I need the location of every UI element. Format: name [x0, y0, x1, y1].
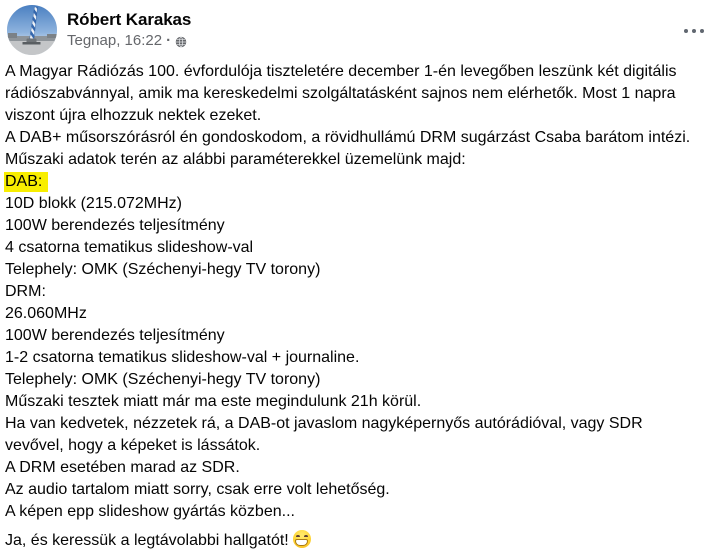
post-text-line: Telephely: OMK (Széchenyi-hegy TV torony) — [5, 371, 321, 388]
post-text-line: 10D blokk (215.072MHz) — [5, 195, 182, 212]
ellipsis-dot — [700, 29, 704, 33]
post-text-line: Telephely: OMK (Széchenyi-hegy TV torony) — [5, 261, 321, 278]
radio-tower-photo — [7, 5, 57, 55]
meta-separator: · — [166, 32, 172, 49]
post-meta — [67, 31, 191, 51]
post-text-line: Műszaki tesztek miatt már ma este megindulunk 21h körül. — [5, 393, 422, 410]
timestamp[interactable]: Tegnap, 16:22 — [67, 32, 163, 49]
post-text-line: 1-2 csatorna tematikus slideshow-val + journaline. — [5, 349, 360, 366]
post-text-line: Az audio tartalom miatt sorry, csak erre volt lehetőség. — [5, 481, 390, 498]
avatar[interactable] — [7, 5, 57, 55]
ellipsis-dot — [684, 29, 688, 33]
post-text-line: Ha van kedvetek, nézzetek rá, a DAB-ot javaslom nagyképernyős autórádióval, vagy SDR vevővel, hogy a képeket is lássátok. — [5, 415, 643, 454]
post-closing-line — [5, 530, 705, 552]
ellipsis-dot — [692, 29, 696, 33]
header-text — [67, 5, 191, 57]
post-text-line: 100W berendezés teljesítmény — [5, 327, 225, 344]
author-name[interactable]: Róbert Karakas — [67, 10, 192, 29]
post-text-line: Műszaki adatok terén az alábbi paraméterekkel üzemelünk majd: — [5, 151, 466, 168]
post-closing-text: Ja, és keressük a legtávolabbi hallgatót! — [5, 532, 289, 549]
post-text-line: 4 csatorna tematikus slideshow-val — [5, 239, 254, 256]
beaming-face-emoji — [293, 530, 311, 548]
post-text-line — [5, 171, 705, 193]
post-header — [7, 5, 718, 57]
post-text-line: A képen epp slideshow gyártás közben... — [5, 503, 295, 520]
post-text-line: 100W berendezés teljesítmény — [5, 217, 225, 234]
post-text-line: A DRM esetében marad az SDR. — [5, 459, 240, 476]
post-text-line: A Magyar Rádiózás 100. évfordulója tiszteletére december 1-én levegőben leszünk két digitális rádiószabvánnyal, amik ma kereskedelmi szolgáltatásként sajnos nem elérhetők. Most 1 napra viszont újra elhozzuk nektek ezeket. — [5, 63, 677, 124]
post-body — [5, 61, 705, 552]
post-text-line: DRM: — [5, 283, 46, 300]
search-highlight: DAB: — [4, 172, 48, 192]
globe-privacy-icon — [175, 36, 187, 48]
post-options-button[interactable] — [678, 21, 710, 41]
post-text-line: 26.060MHz — [5, 305, 87, 322]
post-text-line: A DAB+ műsorszórásról én gondoskodom, a rövidhullámú DRM sugárzást Csaba barátom intézi. — [5, 129, 691, 146]
